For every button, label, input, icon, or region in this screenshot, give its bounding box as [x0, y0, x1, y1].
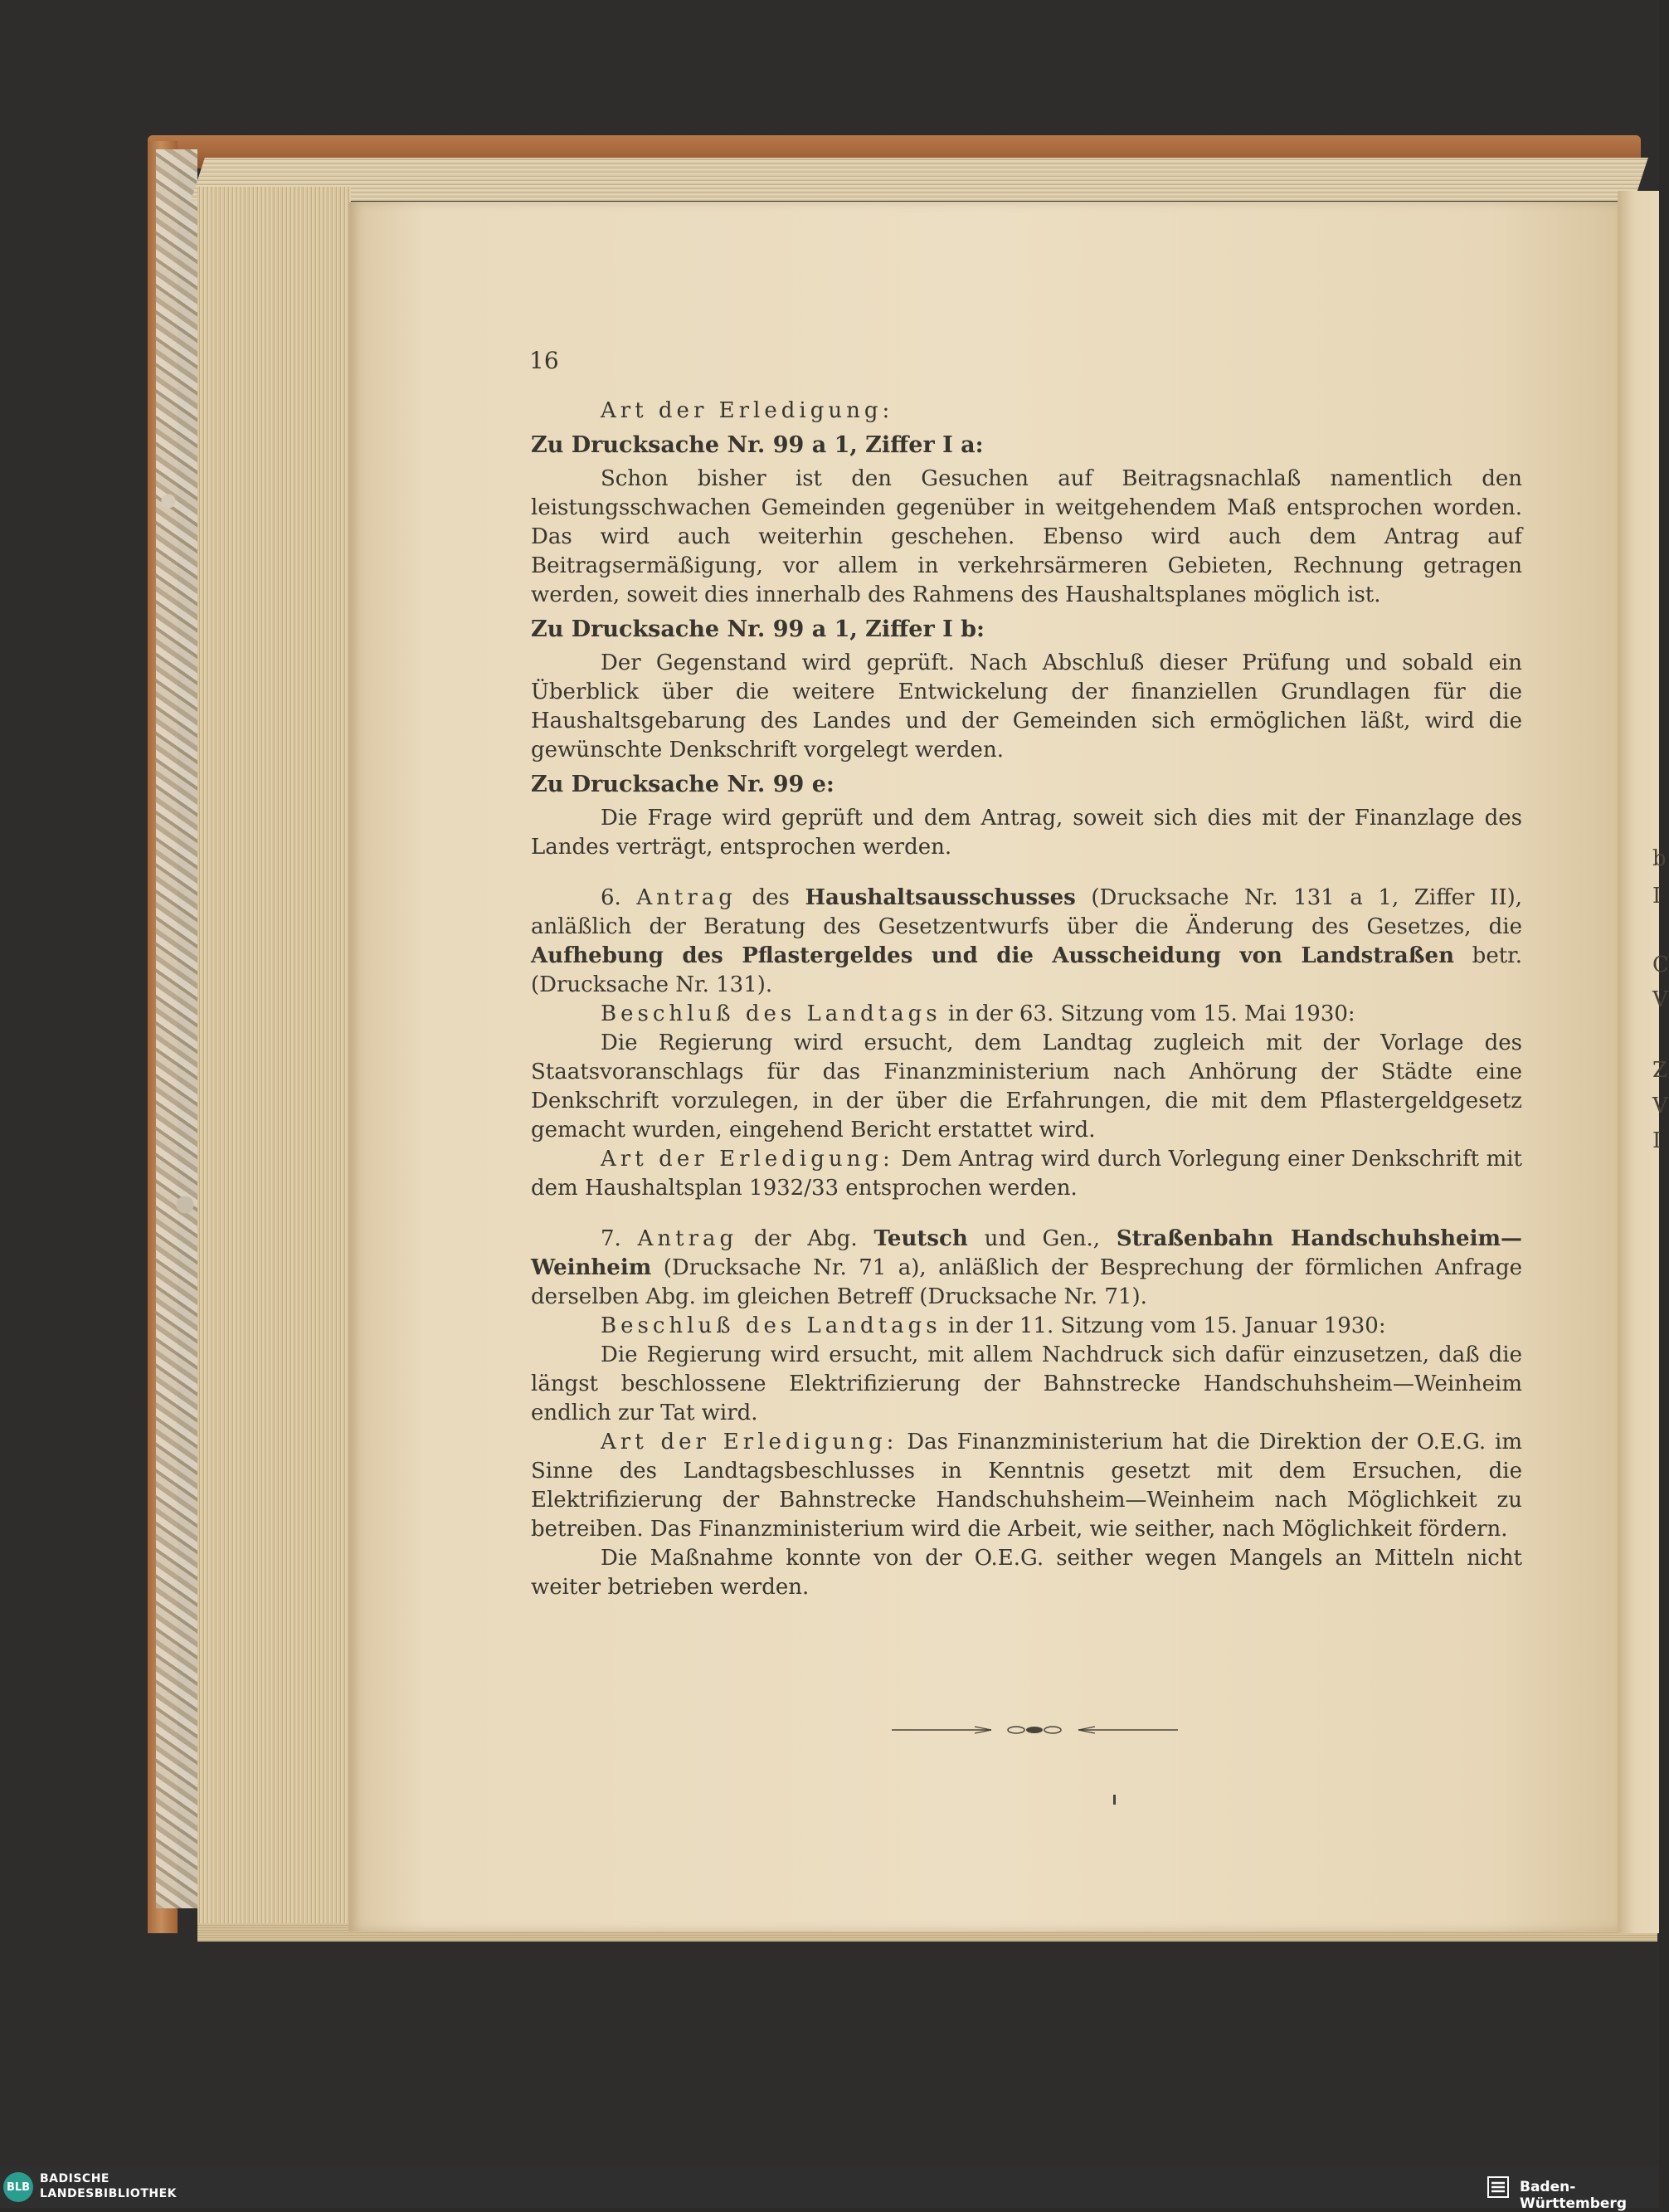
item-paragraph: [531, 1225, 1522, 1312]
end-ornament: [892, 1722, 1178, 1738]
text-run: (Drucksache Nr. 71 a), anläßlich der Besprechung der förmlichen Anfrage derselben Abg. im gleichen Betreff (Drucksache Nr. 71).: [531, 1255, 1522, 1309]
text-run: (Drucksache Nr. 131 a 1, Ziffer II), anläßlich der Beratung des Gesetzentwurfs über die Änderung des Gesetzes, die: [531, 885, 1523, 939]
facing-page-fragment: I: [1652, 884, 1662, 909]
spaced-text: Beschluß des Landtags: [601, 1313, 942, 1338]
paragraph: Die Maßnahme konnte von der O.E.G. seither wegen Mangels an Mitteln nicht weiter betrieben werden.: [531, 1546, 1522, 1600]
spaced-text: Antrag: [637, 1226, 738, 1251]
item-paragraph: [531, 1428, 1522, 1544]
facing-page-fragment: Z: [1652, 1058, 1668, 1083]
paragraph-gap: [531, 862, 1522, 884]
facing-page-fragment: V: [1652, 1094, 1668, 1118]
facing-page-fragment: C: [1652, 953, 1669, 977]
section-heading: Zu Drucksache Nr. 99 e:: [531, 772, 834, 797]
text-run: des: [736, 885, 805, 910]
text-run: 7.: [601, 1226, 638, 1251]
section-heading: Zu Drucksache Nr. 99 a 1, Ziffer I a:: [531, 432, 984, 458]
bold-text: Haushaltsausschusses: [805, 885, 1076, 910]
bw-name: Baden-Württemberg: [1520, 2179, 1627, 2212]
paragraph: Schon bisher ist den Gesuchen auf Beitragsnachlaß namentlich den leistungsschwachen Gemeinden gegenüber in weitgehendem Maß entsprochen worden. Das wird auch weiterhin geschehen. Ebenso wird auch dem Antrag auf Beitragsermäßigung, vor allem in verkehrsärmeren Gebieten, Rechnung getragen werden, soweit dies innerhalb des Rahmens des Haushaltsplanes möglich ist.: [531, 466, 1522, 607]
text-run: der Abg.: [737, 1226, 874, 1251]
item-paragraph: [531, 884, 1522, 1000]
paragraph: Die Regierung wird ersucht, mit allem Nachdruck sich dafür einzusetzen, daß die längst beschlossene Elektrifizierung der Bahnstrecke Handschuhsheim—Weinheim endlich zur Tat wird.: [531, 1342, 1522, 1425]
item-paragraph: [531, 1000, 1522, 1029]
bold-text: Teutsch: [873, 1226, 968, 1251]
text-run: betr. (Drucksache Nr. 131).: [531, 943, 1522, 997]
page-number: 16: [529, 347, 559, 374]
paragraph-gap: [531, 1203, 1522, 1225]
marbled-cover-edge: [156, 149, 197, 1908]
spaced-text: Beschluß des Landtags: [601, 1001, 942, 1026]
text-run: in der 63. Sitzung vom 15. Mai 1930:: [941, 1001, 1355, 1026]
spaced-label: Art der Erledigung:: [601, 398, 894, 423]
text-run: Das Finanzministerium hat die Direktion der O.E.G. im Sinne des Landtagsbeschlusses in Kenntnis gesetzt mit dem Ersuchen, die Elektrifizierung der Bahnstrecke Handschuhsheim—Weinheim nach Möglichkeit zu betreiben. Das Finanzministerium wird die Arbeit, wie seither, nach Möglichkeit fördern.: [531, 1430, 1522, 1542]
item-paragraph: [531, 1312, 1522, 1341]
section-heading: Zu Drucksache Nr. 99 a 1, Ziffer I b:: [531, 616, 985, 642]
text-run: in der 11. Sitzung vom 15. Januar 1930:: [941, 1313, 1386, 1338]
paragraph: Der Gegenstand wird geprüft. Nach Abschluß dieser Prüfung und sobald ein Überblick über die weitere Entwickelung der finanziellen Grundlagen für die Haushaltsgebarung des Landes und der Gemeinden sich ermöglichen läßt, wird die gewünschte Denkschrift vorgelegt werden.: [531, 650, 1522, 763]
spaced-text: Antrag: [636, 885, 737, 910]
facing-page-fragment: I: [1652, 1128, 1662, 1153]
bold-text: Straßenbahn Handschuhsheim—Weinheim: [531, 1226, 1522, 1280]
facing-page-fragment: b: [1652, 846, 1667, 871]
text-run: und Gen.,: [967, 1226, 1117, 1251]
blb-name: BADISCHE LANDESBIBLIOTHEK: [40, 2172, 178, 2200]
text-run: Dem Antrag wird durch Vorlegung einer Denkschrift mit dem Haushaltsplan 1932/33 entsprochen werden.: [531, 1147, 1522, 1201]
item-paragraph: [531, 1145, 1522, 1203]
page-text: [531, 397, 1522, 1602]
paragraph: Die Frage wird geprüft und dem Antrag, soweit sich dies mit der Finanzlage des Landes verträgt, entsprochen werden.: [531, 806, 1522, 860]
facing-page-fragment: V: [1652, 987, 1668, 1012]
footer-bar: [0, 2166, 1659, 2212]
blb-logo: BLB: [3, 2172, 33, 2202]
bw-coat-of-arms-icon: [1485, 2174, 1511, 2200]
page-block-left-edge: [197, 187, 351, 1933]
page-block-top-edge: [191, 158, 1648, 201]
spaced-text: Art der Erledigung:: [601, 1147, 894, 1172]
spaced-text: Art der Erledigung:: [601, 1430, 898, 1454]
bold-text: Aufhebung des Pflastergeldes und die Ausscheidung von Landstraßen: [531, 943, 1454, 968]
small-mark: [1113, 1795, 1116, 1805]
paragraph: Die Regierung wird ersucht, dem Landtag zugleich mit der Vorlage des Staatsvoranschlags für das Finanzministerium nach Anhörung der Städte eine Denkschrift vorzulegen, in der über die Erfahrungen, die mit dem Pflastergeldgesetz gemacht wurden, eingehend Bericht erstattet wird.: [531, 1030, 1522, 1143]
text-run: 6.: [601, 885, 637, 910]
